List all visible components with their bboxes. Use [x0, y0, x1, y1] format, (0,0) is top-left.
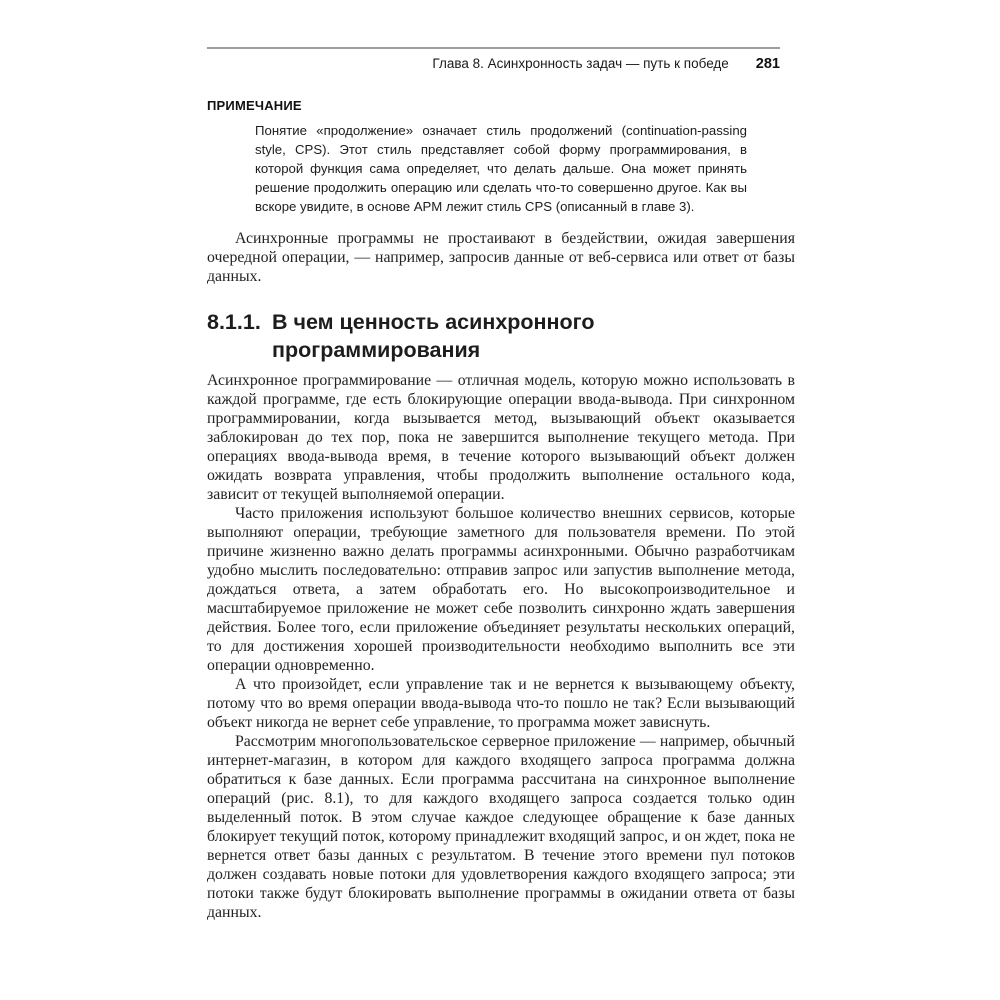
section-heading	[207, 308, 795, 364]
body-paragraph: Рассмотрим многопользовательское серверное приложение — например, обычный интернет-магазин, в котором для каждого входящего запроса программа должна обратиться к базе данных. Если программа рассчитана на синхронное выполнение операций (рис. 8.1), то для каждого входящего запроса создается только один выделенный поток. В этом случае каждое следующее обращение к базе данных блокирует текущий поток, которому принадлежит входящий запрос, и он ждет, пока не вернется ответ базы данных с результатом. В течение этого времени пул потоков должен создавать новые потоки для удовлетворения каждого входящего запроса; эти потоки также будут блокировать выполнение программы в ожидании ответа от базы данных.	[207, 733, 795, 921]
note-text: Понятие «продолжение» означает стиль продолжений (continuation-passing style, CPS). Этот стиль представляет собой форму программирования, в которой функция сама определяет, что делать дальше. Она может принять решение продолжить операцию или сделать что-то совершенно другое. Как вы вскоре увидите, в основе APM лежит стиль CPS (описанный в главе 3).	[255, 123, 747, 214]
section-title-line1: В чем ценность асинхронного	[272, 310, 595, 334]
header-rule	[207, 47, 780, 49]
note-block	[207, 98, 795, 216]
body-paragraph: Часто приложения используют большое количество внешних сервисов, которые выполняют операции, требующие заметного для пользователя времени. По этой причине жизненно важно делать программы асинхронными. Обычно разработчикам удобно мыслить последовательно: отправив запрос или запустив выполнение метода, дождаться ответа, а затем обработать его. Но высокопроизводительное и масштабируемое приложение не может себе позволить синхронно ждать завершения действия. Более того, если приложение объединяет результаты нескольких операций, то для достижения хорошей производительности необходимо выполнить все эти операции одновременно.	[207, 505, 795, 674]
body-paragraph: Асинхронное программирование — отличная модель, которую можно использовать в каждой программе, где есть блокирующие операции ввода-вывода. При синхронном программировании, когда вызывается метод, вызывающий объект оказывается заблокирован до тех пор, пока не завершится выполнение текущего метода. При операциях ввода-вывода время, в течение которого вызывающий объект должен ожидать возврата управления, чтобы продолжить выполнение остального кода, зависит от текущей выполняемой операции.	[207, 372, 795, 503]
chapter-title: Глава 8. Асинхронность задач — путь к победе	[432, 56, 729, 71]
running-head	[207, 56, 780, 72]
body-text	[207, 371, 795, 922]
body-paragraph: А что произойдет, если управление так и не вернется к вызывающему объекту, потому что во время операции ввода-вывода что-то пошло не так? Если вызывающий объект никогда не вернет себе управление, то программа может зависнуть.	[207, 676, 795, 731]
text-column	[207, 0, 795, 922]
page-number: 281	[755, 56, 780, 72]
note-label: ПРИМЕЧАНИЕ	[207, 98, 302, 113]
section-title	[272, 308, 594, 364]
section-title-line2: программирования	[272, 338, 481, 362]
section-number: 8.1.1.	[207, 310, 261, 334]
intro-paragraph: Асинхронные программы не простаивают в бездействии, ожидая завершения очередной операции, — например, запросив данные от веб-сервиса или ответ от базы данных.	[207, 230, 795, 285]
